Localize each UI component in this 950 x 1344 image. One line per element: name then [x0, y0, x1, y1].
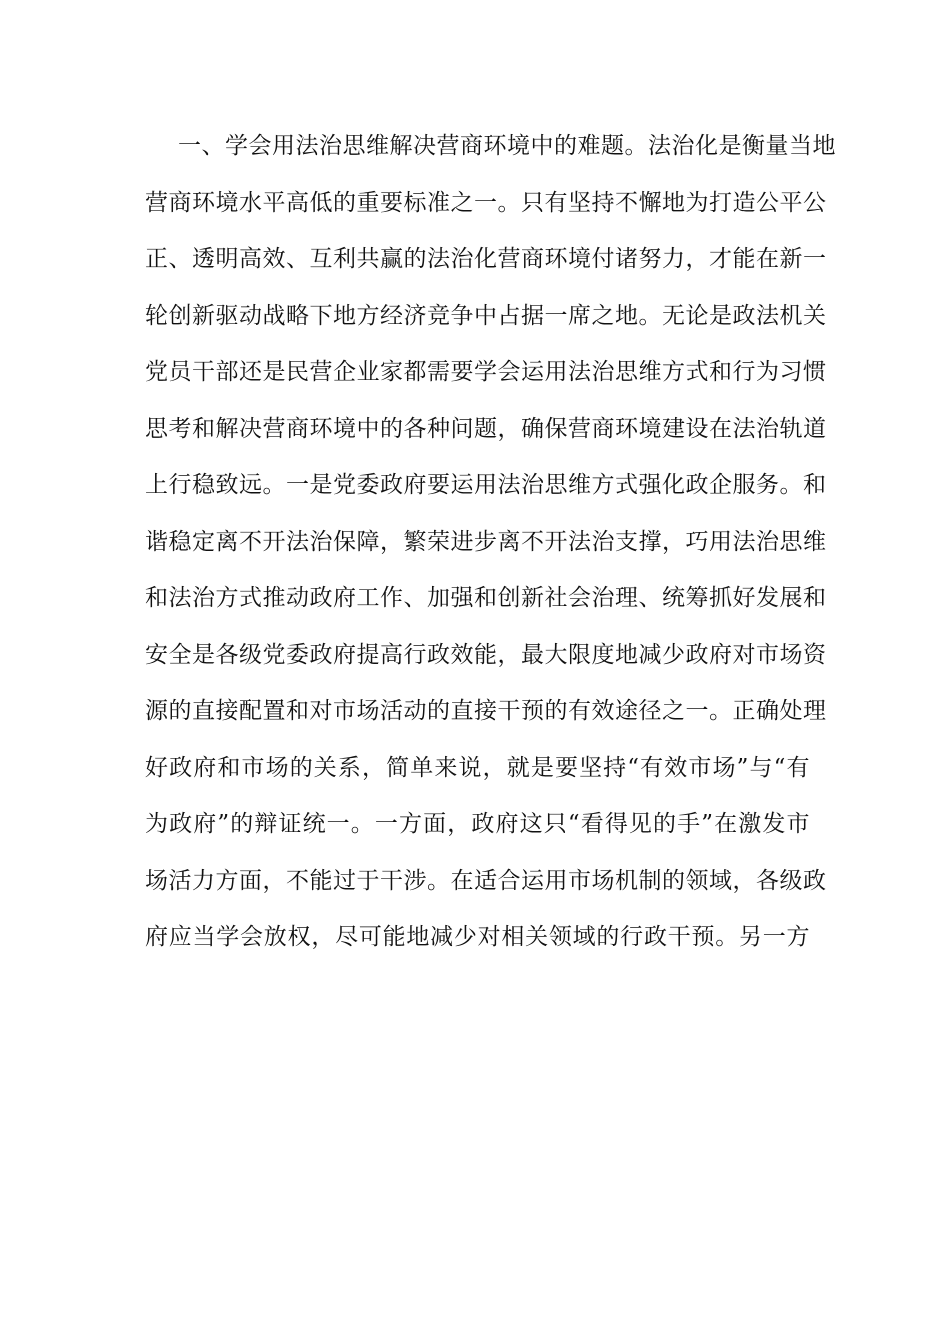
- paragraph-line-7: 上行稳致远。一是党委政府要运用法治思维方式强化政企服务。和: [145, 472, 827, 498]
- paragraph-line-10: 安全是各级党委政府提高行政效能，最大限度地减少政府对市场资: [145, 641, 827, 668]
- paragraph-line-13: 为政府”的辩证统一。一方面，政府这只“看得见的手”在激发市: [145, 811, 810, 837]
- body-paragraph: [145, 118, 836, 966]
- paragraph-line-3: 正、透明高效、互利共赢的法治化营商环境付诸努力，才能在新一: [145, 246, 827, 272]
- paragraph-line-4: 轮创新驱动战略下地方经济竞争中占据一席之地。无论是政法机关: [145, 302, 827, 329]
- paragraph-line-9: 和法治方式推动政府工作、加强和创新社会治理、统筹抓好发展和: [145, 585, 827, 611]
- paragraph-line-1: 一、学会用法治思维解决营商环境中的难题。法治化是衡量当地: [178, 133, 836, 159]
- paragraph-line-11: 源的直接配置和对市场活动的直接干预的有效途径之一。正确处理: [145, 698, 827, 724]
- paragraph-line-6: 思考和解决营商环境中的各种问题，确保营商环境建设在法治轨道: [145, 415, 827, 442]
- paragraph-line-8: 谐稳定离不开法治保障，繁荣进步离不开法治支撑，巧用法治思维: [145, 528, 827, 555]
- paragraph-line-12: 好政府和市场的关系，简单来说，就是要坚持“有效市场”与“有: [145, 754, 810, 781]
- paragraph-line-15: 府应当学会放权，尽可能地减少对相关领域的行政干预。另一方: [145, 924, 810, 950]
- paragraph-line-14: 场活力方面，不能过于干涉。在适合运用市场机制的领域，各级政: [145, 867, 827, 894]
- paragraph-line-5: 党员干部还是民营企业家都需要学会运用法治思维方式和行为习惯: [145, 359, 827, 385]
- paragraph-line-2: 营商环境水平高低的重要标准之一。只有坚持不懈地为打造公平公: [145, 189, 827, 216]
